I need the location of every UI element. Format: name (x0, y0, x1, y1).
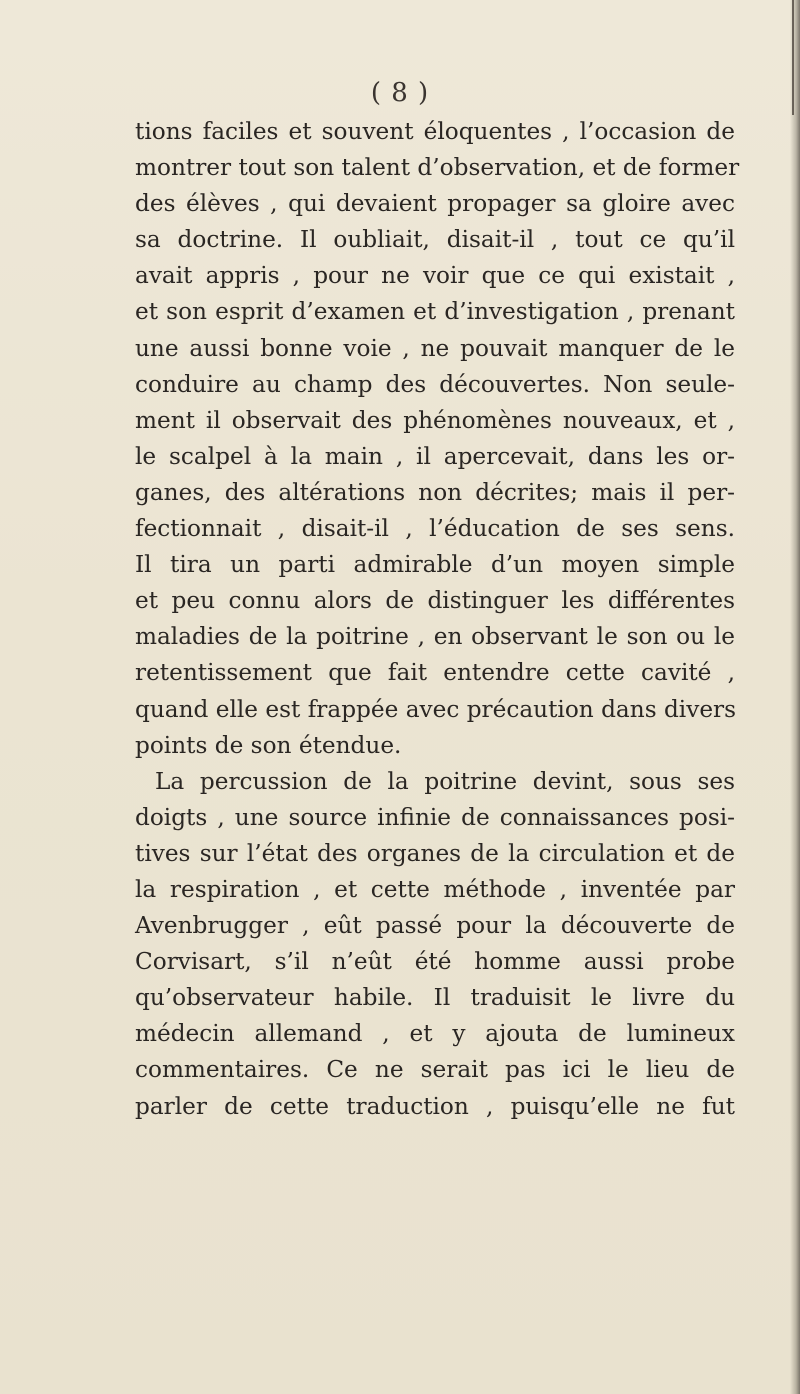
text-line: qu’observateur habile. Il traduisit le livre du (135, 984, 735, 1012)
text-line: points de son étendue. (135, 731, 402, 759)
body-text (135, 114, 740, 1125)
text-line: maladies de la poitrine , en observant le son ou le (135, 623, 735, 651)
text-line: médecin allemand , et y ajouta de lumineux (135, 1020, 735, 1048)
page-edge-shadow (790, 0, 800, 1394)
text-line: montrer tout son talent d’observation, et de former (135, 154, 740, 182)
text-line: retentissement que fait entendre cette cavité , (135, 659, 735, 687)
text-line: fectionnait , disait-il , l’éducation de ses sens. (135, 515, 735, 543)
text-line: une aussi bonne voie , ne pouvait manquer de le (135, 334, 735, 362)
text-line: ganes, des altérations non décrites; mais il per- (135, 478, 735, 506)
text-line: Avenbrugger , eût passé pour la découverte de (135, 912, 735, 940)
text-line: La percussion de la poitrine devint, sous ses (155, 767, 735, 795)
text-line: ment il observait des phénomènes nouveaux, et , (135, 406, 735, 434)
text-line: sa doctrine. Il oubliait, disait-il , tout ce qu’il (135, 226, 735, 254)
text-line: Corvisart, s’il n’eût été homme aussi probe (135, 948, 735, 976)
text-line: parler de cette traduction , puisqu’elle ne fut (135, 1092, 735, 1120)
text-line: tives sur l’état des organes de la circulation et de (135, 839, 735, 867)
text-line: et peu connu alors de distinguer les différentes (135, 587, 735, 615)
text-line: tions faciles et souvent éloquentes , l’occasion de (135, 118, 735, 145)
text-line: quand elle est frappée avec précaution dans divers (135, 695, 737, 723)
text-line: la respiration , et cette méthode , inventée par (135, 875, 735, 903)
page-number: ( 8 ) (370, 78, 430, 108)
text-line: doigts , une source infinie de connaissances posi- (135, 803, 735, 831)
text-line: et son esprit d’examen et d’investigation , prenant (135, 298, 735, 326)
text-line: commentaires. Ce ne serait pas ici le lieu de (135, 1056, 735, 1084)
text-line: le scalpel à la main , il apercevait, dans les or- (135, 442, 735, 470)
text-line: conduire au champ des découvertes. Non seule- (135, 370, 735, 398)
text-line: Il tira un parti admirable d’un moyen simple (135, 551, 735, 579)
text-line: avait appris , pour ne voir que ce qui existait , (135, 262, 735, 290)
text-line: des élèves , qui devaient propager sa gloire avec (135, 190, 735, 218)
